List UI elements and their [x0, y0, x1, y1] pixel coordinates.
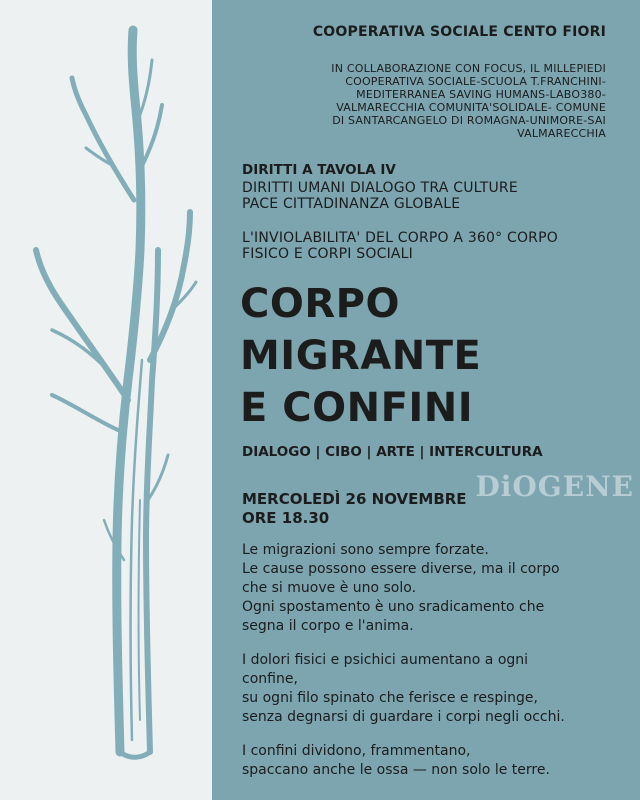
body-line: spaccano anche le ossa — non solo le terre. — [242, 762, 550, 778]
body-line: I dolori fisici e psichici aumentano a ogni — [242, 652, 529, 668]
collab-line: MEDITERRANEA SAVING HUMANS-LABO380- — [356, 88, 606, 101]
event-series: DIRITTI A TAVOLA IV — [242, 162, 396, 178]
body-line: Le migrazioni sono sempre forzate. — [242, 542, 489, 558]
collab-line: VALMARECCHIA COMUNITA'SOLIDALE- COMUNE — [336, 101, 606, 114]
body-line: senza degnarsi di guardare i corpi negli occhi. — [242, 709, 565, 725]
topic-line: L'INVIOLABILITA' DEL CORPO A 360° CORPO — [242, 230, 558, 246]
branch-icon — [0, 0, 212, 800]
collab-line: COOPERATIVA SOCIALE-SCUOLA T.FRANCHINI- — [345, 75, 606, 88]
body-line: Le cause possono essere diverse, ma il corpo — [242, 561, 560, 577]
event-theme — [242, 180, 614, 212]
theme-line: DIRITTI UMANI DIALOGO TRA CULTURE — [242, 180, 518, 196]
body-line: confine, — [242, 671, 298, 687]
body-line: segna il corpo e l'anima. — [242, 618, 414, 634]
body-paragraph — [242, 541, 622, 636]
collab-line: IN COLLABORAZIONE CON FOCUS, IL MILLEPIEDI — [331, 62, 606, 75]
body-line: che si muove è uno solo. — [242, 580, 417, 596]
body-line: su ogni filo spinato che ferisce e respinge, — [242, 690, 538, 706]
organization-name: COOPERATIVA SOCIALE CENTO FIORI — [312, 24, 606, 40]
body-text — [242, 541, 622, 795]
body-paragraph — [242, 742, 622, 780]
event-date: MERCOLEDÌ 26 NOVEMBRE — [242, 490, 467, 508]
title-line: E CONFINI — [240, 385, 474, 431]
theme-line: PACE CITTADINANZA GLOBALE — [242, 196, 461, 212]
body-line: I confini dividono, frammentano, — [242, 743, 471, 759]
title-line: CORPO — [240, 281, 400, 327]
title-line: MIGRANTE — [240, 333, 482, 379]
event-title — [240, 278, 630, 434]
event-topic — [242, 230, 622, 262]
collab-line: VALMARECCHIA — [517, 127, 606, 140]
topic-line: FISICO E CORPI SOCIALI — [242, 246, 413, 262]
body-paragraph — [242, 651, 622, 727]
event-tagline: DIALOGO | CIBO | ARTE | INTERCULTURA — [242, 444, 543, 460]
watermark-logo: DiOGENE — [475, 470, 634, 503]
collaboration-text — [232, 62, 606, 140]
body-line: Ogni spostamento è uno sradicamento che — [242, 599, 545, 615]
event-datetime — [242, 490, 622, 528]
event-time: ORE 18.30 — [242, 509, 330, 527]
collab-line: DI SANTARCANGELO DI ROMAGNA-UNIMORE-SAI — [332, 114, 606, 127]
